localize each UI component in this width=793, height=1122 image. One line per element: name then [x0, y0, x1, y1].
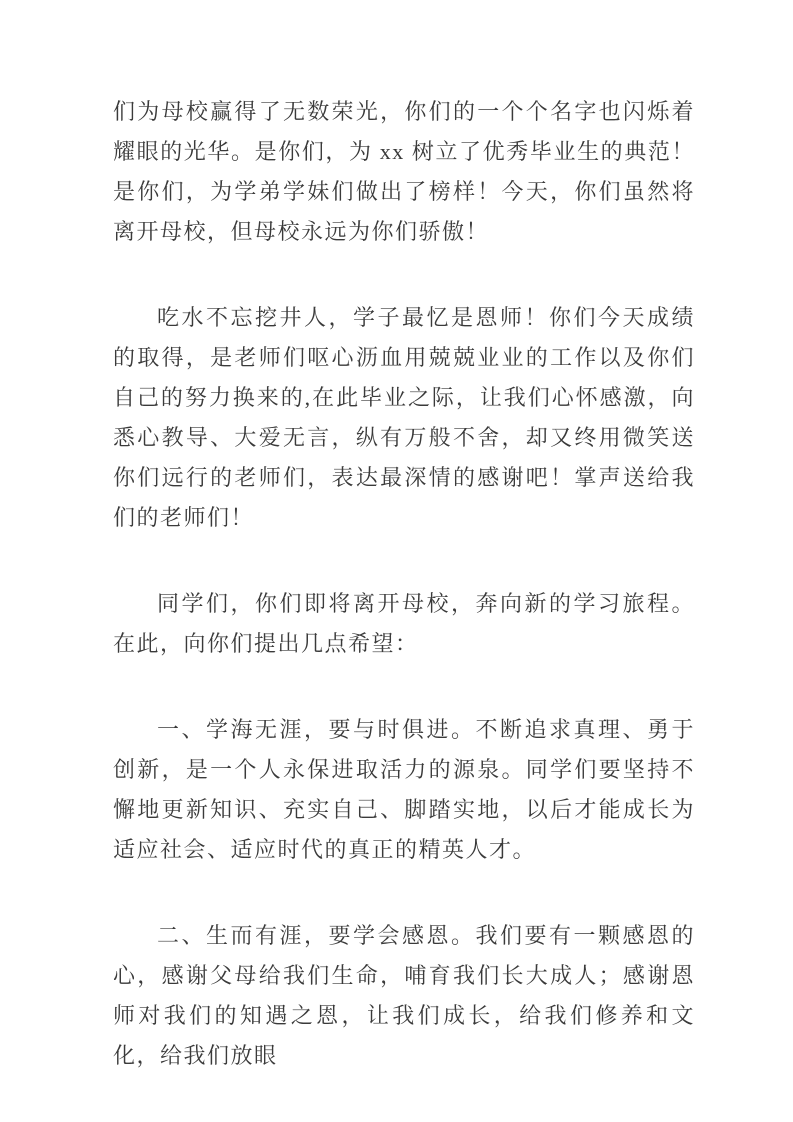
paragraph-hope-one: 一、学海无涯，要与时俱进。不断追求真理、勇于创新，是一个人永保进取活力的源泉。同学们要坚持不懈地更新知识、充实自己、脚踏实地，以后才能成长为适应社会、适应时代的真正的精英人才。 — [113, 717, 695, 862]
paragraph-hopes-intro: 同学们，你们即将离开母校，奔向新的学习旅程。在此，向你们提出几点希望： — [113, 591, 695, 656]
paragraph-hope-two: 二、生而有涯，要学会感恩。我们要有一颗感恩的心，感谢父母给我们生命，哺育我们长大成人；感谢恩师对我们的知遇之恩，让我们成长，给我们修养和文化，给我们放眼 — [113, 923, 695, 1068]
paragraph-continuation: 们为母校赢得了无数荣光，你们的一个个名字也闪烁着耀眼的光华。是你们，为 xx 树立了优秀毕业生的典范！是你们，为学弟学妹们做出了榜样！今天，你们虽然将离开母校，但母校永远为你们骄傲！ — [113, 99, 695, 244]
paragraph-teachers-gratitude: 吃水不忘挖井人，学子最忆是恩师！你们今天成绩的取得，是老师们呕心沥血用兢兢业业的工作以及你们自己的努力换来的,在此毕业之际，让我们心怀感激，向悉心教导、大爱无言，纵有万般不舍，却又终用微笑送你们远行的老师们，表达最深情的感谢吧！掌声送给我们的老师们！ — [113, 305, 695, 530]
